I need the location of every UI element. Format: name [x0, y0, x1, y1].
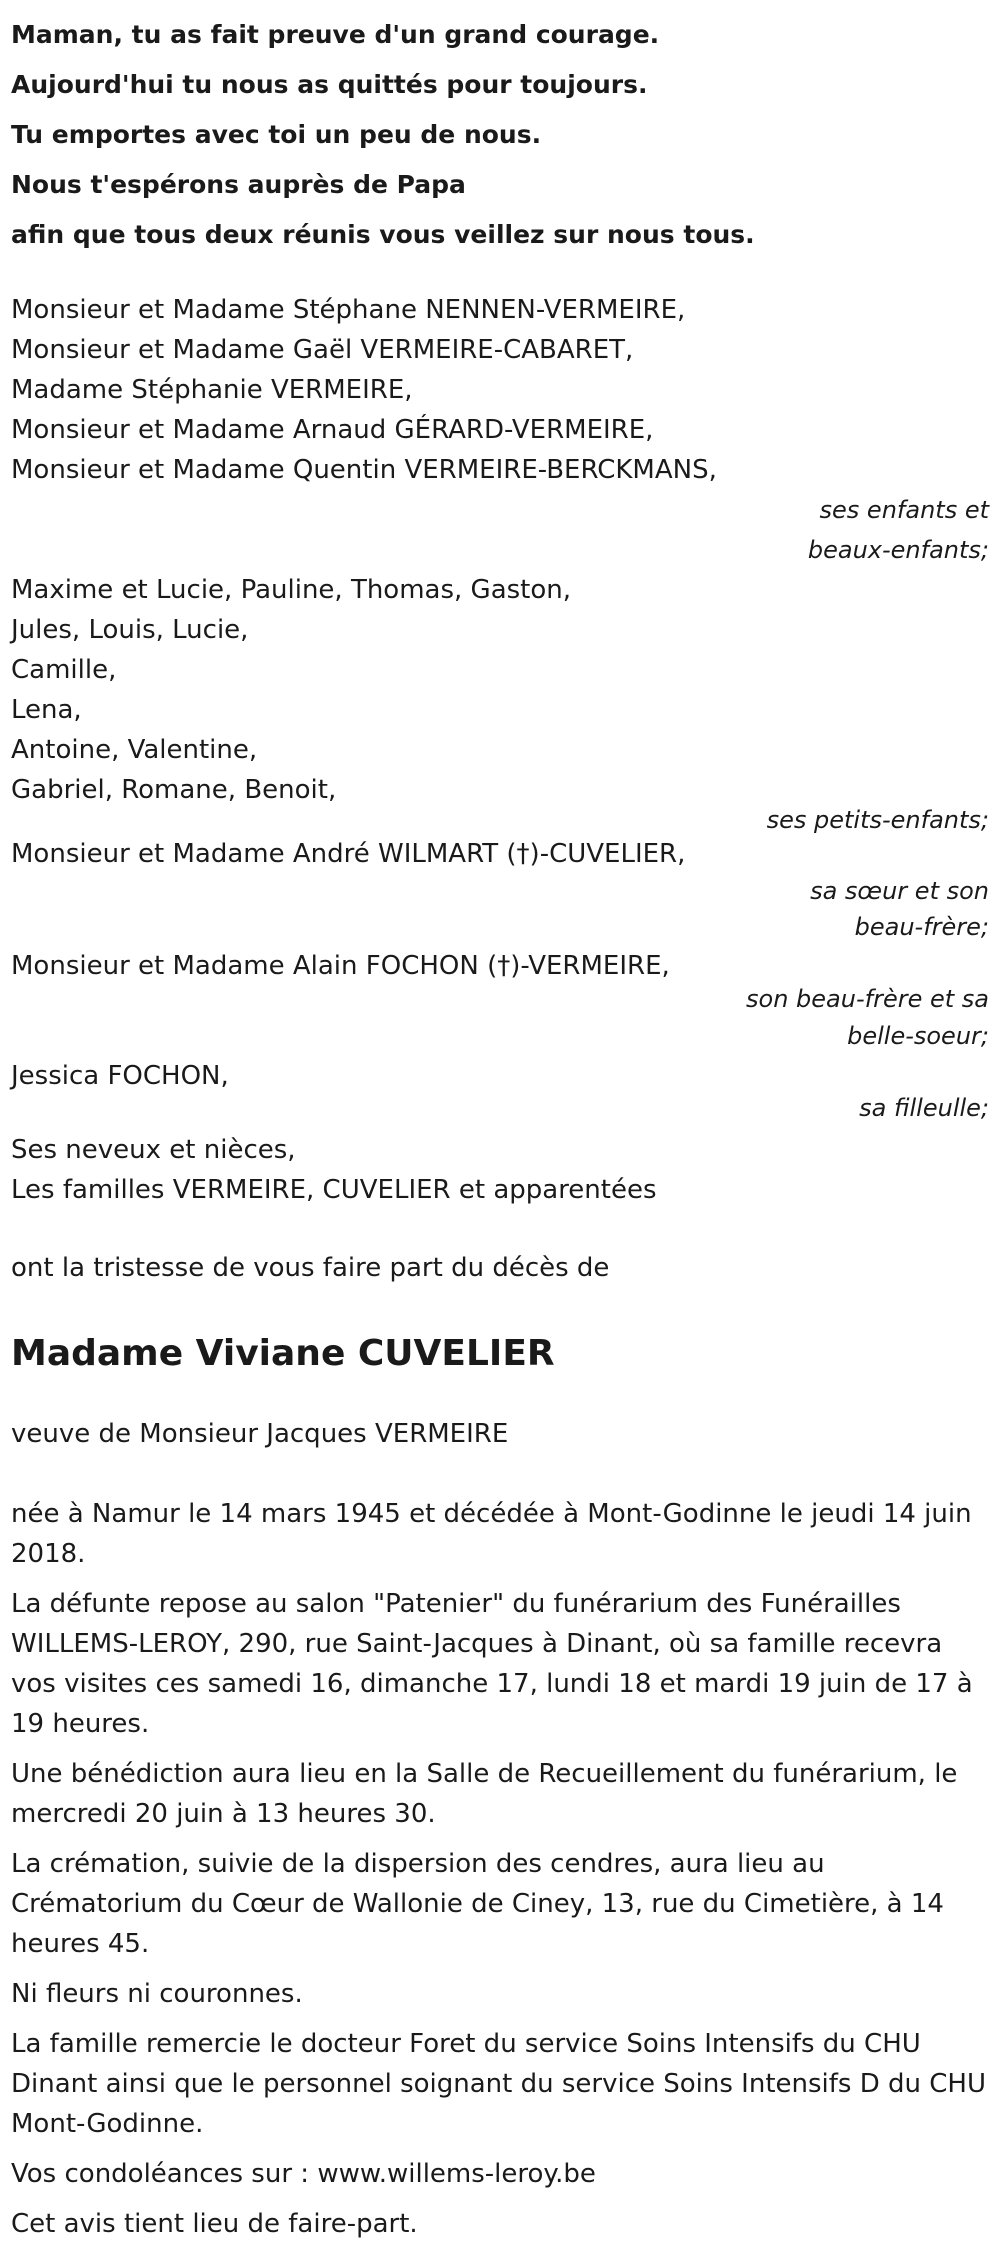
goddaughter-name: Jessica FOCHON, [11, 1061, 229, 1091]
grandchild-name: Lena, [11, 695, 82, 725]
family-line: Ses neveux et nièces, [11, 1135, 296, 1165]
notice-paragraph: Cet avis tient lieu de faire-part. [11, 2209, 418, 2239]
relation-label: belle-soeur; [847, 1022, 989, 1050]
child-name: Monsieur et Madame Stéphane NENNEN-VERMEIRE, [11, 295, 686, 325]
announcement-text: ont la tristesse de vous faire part du décès de [11, 1253, 610, 1283]
widow-block [11, 1414, 989, 1454]
relation-label: sa filleulle; [859, 1094, 989, 1122]
condolences-paragraph: Vos condoléances sur : www.willems-leroy.be [11, 2159, 596, 2189]
flowers-paragraph: Ni fleurs ni couronnes. [11, 1979, 303, 2009]
child-name: Madame Stéphanie VERMEIRE, [11, 375, 413, 405]
child-name: Monsieur et Madame Arnaud GÉRARD-VERMEIRE, [11, 415, 654, 445]
poem-line-1: Maman, tu as fait preuve d'un grand courage. [11, 20, 660, 49]
grandchild-name: Gabriel, Romane, Benoit, [11, 775, 337, 805]
child-name: Monsieur et Madame Quentin VERMEIRE-BERCKMANS, [11, 455, 717, 485]
birth-death-paragraph: née à Namur le 14 mars 1945 et décédée à Mont-Godinne le jeudi 14 juin 2018. [11, 1499, 972, 1569]
relation-label: ses petits-enfants; [766, 806, 989, 834]
relation-label: beaux-enfants; [807, 536, 989, 564]
grandchild-name: Camille, [11, 655, 117, 685]
poem-line-5: afin que tous deux réunis vous veillez sur nous tous. [11, 220, 755, 249]
deceased-name: Madame Viviane CUVELIER [11, 1333, 555, 1374]
thanks-paragraph: La famille remercie le docteur Foret du service Soins Intensifs du CHU Dinant ainsi que le personnel soignant du service Soins Intensifs D du CHU Mont-Godinne. [11, 2029, 986, 2139]
widow-of-text: veuve de Monsieur Jacques VERMEIRE [11, 1419, 509, 1449]
grandchild-name: Jules, Louis, Lucie, [11, 615, 249, 645]
deceased-block [11, 1330, 989, 1378]
poem-line-4: Nous t'espérons auprès de Papa [11, 170, 466, 199]
child-name: Monsieur et Madame Gaël VERMEIRE-CABARET, [11, 335, 634, 365]
poem-line-2: Aujourd'hui tu nous as quittés pour toujours. [11, 70, 648, 99]
brother-in-law-name: Monsieur et Madame Alain FOCHON (†)-VERMEIRE, [11, 951, 670, 981]
grandchildren-block [11, 570, 989, 832]
family-line: Les familles VERMEIRE, CUVELIER et apparentées [11, 1175, 657, 1205]
details-block [11, 1494, 989, 2244]
announcement-block [11, 1248, 989, 1288]
goddaughter-block [11, 1056, 989, 1120]
grandchild-name: Antoine, Valentine, [11, 735, 258, 765]
poem-line-3: Tu emportes avec toi un peu de nous. [11, 120, 542, 149]
visitation-paragraph: La défunte repose au salon "Patenier" du funérarium des Funérailles WILLEMS-LEROY, 290, rue Saint-Jacques à Dinant, où sa famille recevra vos visites ces samedi 16, dimanche 17, lundi 18 et mardi 19 juin de 17 à 19 heures. [11, 1589, 973, 1739]
family-block [11, 1130, 989, 1210]
poem [11, 0, 989, 260]
relation-label: ses enfants et [819, 496, 989, 524]
grandchild-name: Maxime et Lucie, Pauline, Thomas, Gaston, [11, 575, 572, 605]
blessing-paragraph: Une bénédiction aura lieu en la Salle de Recueillement du funérarium, le mercredi 20 juin à 13 heures 30. [11, 1759, 958, 1829]
obituary-notice [11, 0, 989, 2244]
relation-label: son beau-frère et sa [746, 985, 989, 1013]
children-block [11, 290, 989, 570]
relation-label: beau-frère; [854, 913, 989, 941]
relation-label: sa sœur et son [810, 877, 989, 905]
sister-block [11, 834, 989, 946]
brother-in-law-block [11, 946, 989, 1056]
sister-name: Monsieur et Madame André WILMART (†)-CUVELIER, [11, 839, 686, 869]
cremation-paragraph: La crémation, suivie de la dispersion des cendres, aura lieu au Crématorium du Cœur de Wallonie de Ciney, 13, rue du Cimetière, à 14 heures 45. [11, 1849, 944, 1959]
